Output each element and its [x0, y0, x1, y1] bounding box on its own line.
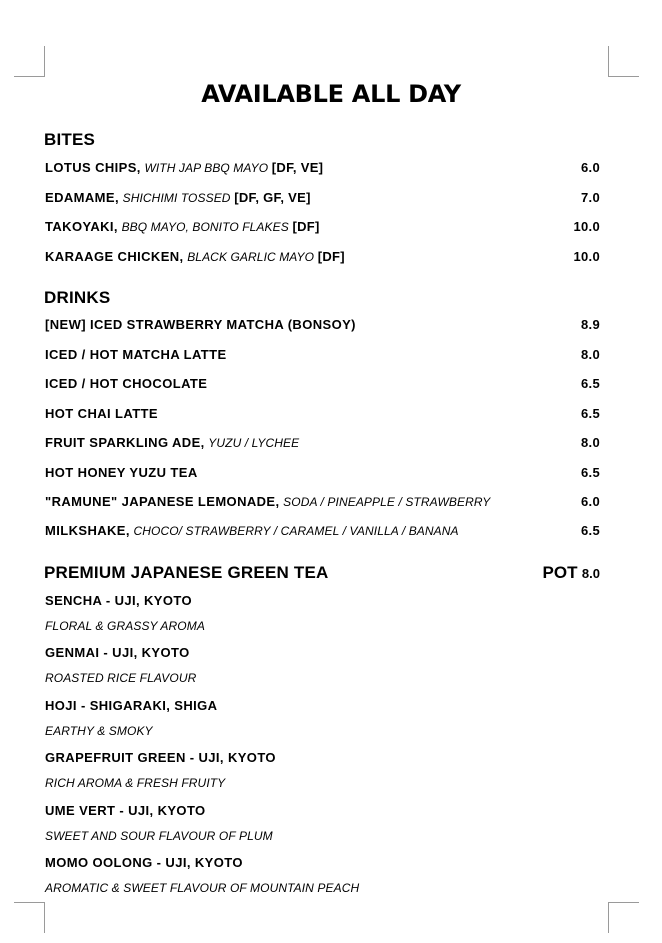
item-description: WITH JAP BBQ MAYO [144, 161, 269, 175]
item-name: KARAAGE CHICKEN, [45, 249, 184, 264]
tea-item-name: GENMAI - UJI, KYOTO [45, 645, 190, 660]
item-description: SODA / PINEAPPLE / STRAWBERRY [283, 495, 491, 509]
corner-mark-bottom-right [608, 902, 639, 933]
item-description: CHOCO/ STRAWBERRY / CARAMEL / VANILLA / BANANA [133, 524, 459, 538]
item-price: 6.5 [581, 465, 600, 480]
dietary-tags: [DF] [317, 249, 345, 264]
item-price: 10.0 [573, 249, 600, 264]
tea-item-description: ROASTED RICE FLAVOUR [45, 671, 197, 685]
tea-item-description: FLORAL & GRASSY AROMA [45, 619, 205, 633]
item-name: LOTUS CHIPS, [45, 160, 141, 175]
menu-item-chocolate [45, 376, 600, 396]
item-price: 6.0 [581, 494, 600, 509]
tea-item-description: RICH AROMA & FRESH FRUITY [45, 776, 226, 790]
menu-item-matcha-latte [45, 347, 600, 367]
tea-item-name: MOMO OOLONG - UJI, KYOTO [45, 855, 243, 870]
tea-item-description: AROMATIC & SWEET FLAVOUR OF MOUNTAIN PEACH [45, 881, 360, 895]
menu-item-milkshake [45, 523, 600, 543]
tea-section-header [44, 563, 600, 583]
menu-item-takoyaki [45, 219, 600, 239]
item-price: 6.5 [581, 376, 600, 391]
tea-item-name: GRAPEFRUIT GREEN - UJI, KYOTO [45, 750, 276, 765]
item-description: BBQ MAYO, BONITO FLAKES [121, 220, 289, 234]
item-price: 6.5 [581, 523, 600, 538]
tea-heading: PREMIUM JAPANESE GREEN TEA [44, 563, 329, 582]
corner-mark-bottom-left [14, 902, 45, 933]
bites-heading: BITES [44, 130, 96, 149]
menu-item-iced-strawberry-matcha [45, 317, 600, 337]
menu-item-lotus-chips [45, 160, 600, 180]
dietary-tags: [DF, VE] [271, 160, 324, 175]
menu-item-karaage-chicken [45, 249, 600, 269]
corner-mark-top-left [14, 46, 45, 77]
pot-label: POT [542, 563, 578, 582]
item-price: 8.0 [581, 435, 600, 450]
item-price: 8.9 [581, 317, 600, 332]
corner-mark-top-right [608, 46, 639, 77]
tea-item-name: HOJI - SHIGARAKI, SHIGA [45, 698, 218, 713]
item-description: SHICHIMI TOSSED [122, 191, 231, 205]
menu-item-chai-latte [45, 406, 600, 426]
item-price: 6.5 [581, 406, 600, 421]
item-name: HOT HONEY YUZU TEA [45, 465, 198, 480]
item-name: HOT CHAI LATTE [45, 406, 158, 421]
page-title: AVAILABLE ALL DAY [201, 80, 461, 108]
menu-item-edamame [45, 190, 600, 210]
tea-item-description: SWEET AND SOUR FLAVOUR OF PLUM [45, 829, 273, 843]
item-name: FRUIT SPARKLING ADE, [45, 435, 205, 450]
item-price: 8.0 [581, 347, 600, 362]
menu-item-fruit-sparkling-ade [45, 435, 600, 455]
item-name: ICED / HOT MATCHA LATTE [45, 347, 227, 362]
dietary-tags: [DF] [292, 219, 320, 234]
item-description: BLACK GARLIC MAYO [187, 250, 315, 264]
item-name: EDAMAME, [45, 190, 119, 205]
pot-price-block [543, 563, 600, 583]
dietary-tags: [DF, GF, VE] [234, 190, 311, 205]
item-name: "RAMUNE" JAPANESE LEMONADE, [45, 494, 280, 509]
item-name: ICED / HOT CHOCOLATE [45, 376, 208, 391]
item-name: MILKSHAKE, [45, 523, 130, 538]
item-name: TAKOYAKI, [45, 219, 118, 234]
item-name: [NEW] ICED STRAWBERRY MATCHA (BONSOY) [45, 317, 356, 332]
pot-price: 8.0 [581, 566, 600, 581]
tea-item-name: SENCHA - UJI, KYOTO [45, 593, 193, 608]
menu-item-honey-yuzu-tea [45, 465, 600, 485]
item-price: 10.0 [573, 219, 600, 234]
item-price: 6.0 [581, 160, 600, 175]
drinks-heading: DRINKS [44, 288, 111, 307]
menu-item-ramune-lemonade [45, 494, 600, 514]
item-price: 7.0 [581, 190, 600, 205]
item-description: YUZU / LYCHEE [208, 436, 300, 450]
tea-item-description: EARTHY & SMOKY [45, 724, 153, 738]
tea-item-name: UME VERT - UJI, KYOTO [45, 803, 206, 818]
